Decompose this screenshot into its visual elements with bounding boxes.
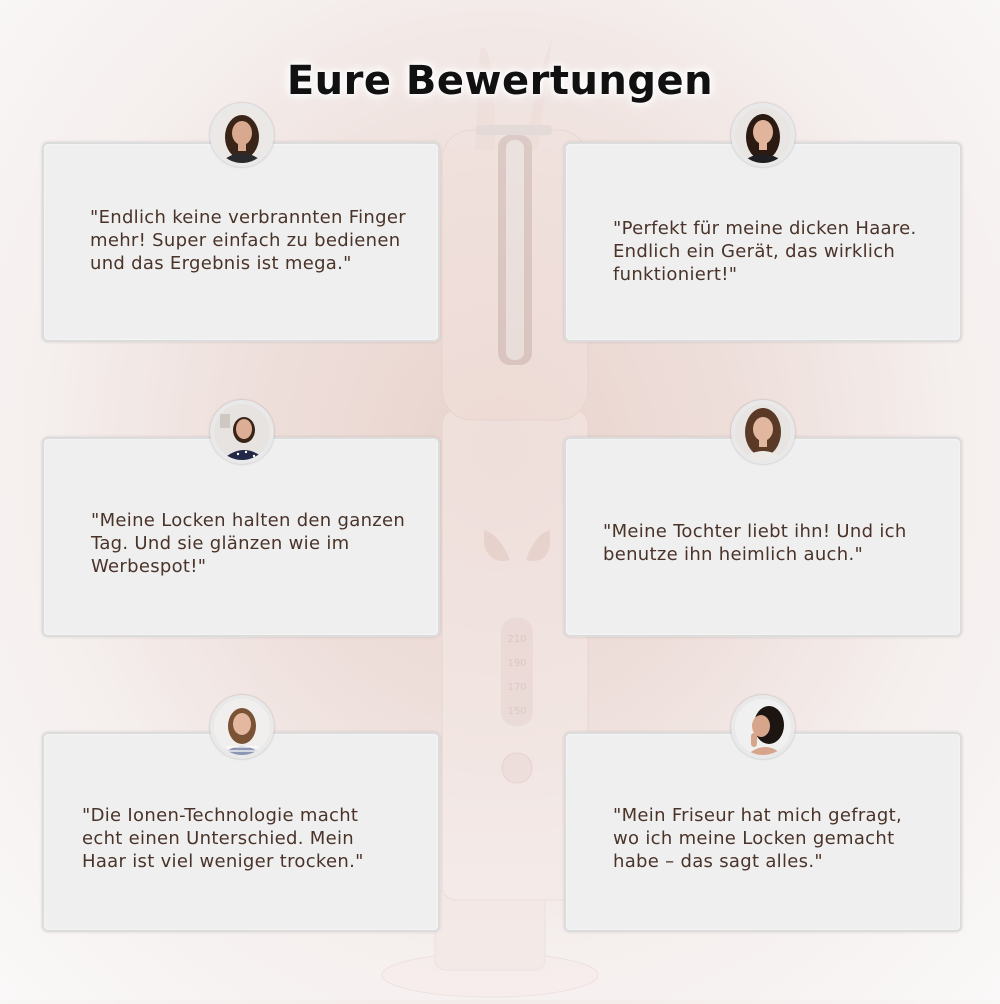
review-quote-2: "Perfekt für meine dicken Haare. Endlich ein Gerät, das wirklich funktioniert!" xyxy=(613,218,917,285)
temp-label-210: 210 xyxy=(507,634,527,645)
review-card-3 xyxy=(42,437,440,637)
page-title: Eure Bewertungen xyxy=(286,58,714,104)
reviewer-avatar-1 xyxy=(210,103,274,167)
review-card-2 xyxy=(564,142,962,342)
temp-label-190: 190 xyxy=(507,658,527,669)
review-card-5 xyxy=(42,732,440,932)
review-quote-4: "Meine Tochter liebt ihn! Und ich benutze ihn heimlich auch." xyxy=(603,521,907,565)
review-card-4 xyxy=(564,437,962,637)
reviewer-avatar-4 xyxy=(731,400,795,464)
review-quote-6: "Mein Friseur hat mich gefragt, wo ich meine Locken gemacht habe – das sagt alles." xyxy=(613,805,902,872)
reviewer-avatar-2 xyxy=(731,103,795,167)
review-quote-1: "Endlich keine verbrannten Finger mehr! Super einfach zu bedienen und das Ergebnis ist mega." xyxy=(90,207,406,274)
review-quote-3: "Meine Locken halten den ganzen Tag. Und sie glänzen wie im Werbespot!" xyxy=(91,510,406,577)
review-card-1 xyxy=(42,142,440,342)
review-quote-5: "Die Ionen-Technologie macht echt einen Unterschied. Mein Haar ist viel weniger trocken." xyxy=(82,805,364,872)
reviewer-avatar-6 xyxy=(731,695,795,759)
temp-label-170: 170 xyxy=(507,682,527,693)
reviewer-avatar-5 xyxy=(210,695,274,759)
reviewer-avatar-3 xyxy=(210,400,274,464)
review-card-6 xyxy=(564,732,962,932)
temp-label-150: 150 xyxy=(507,706,527,717)
